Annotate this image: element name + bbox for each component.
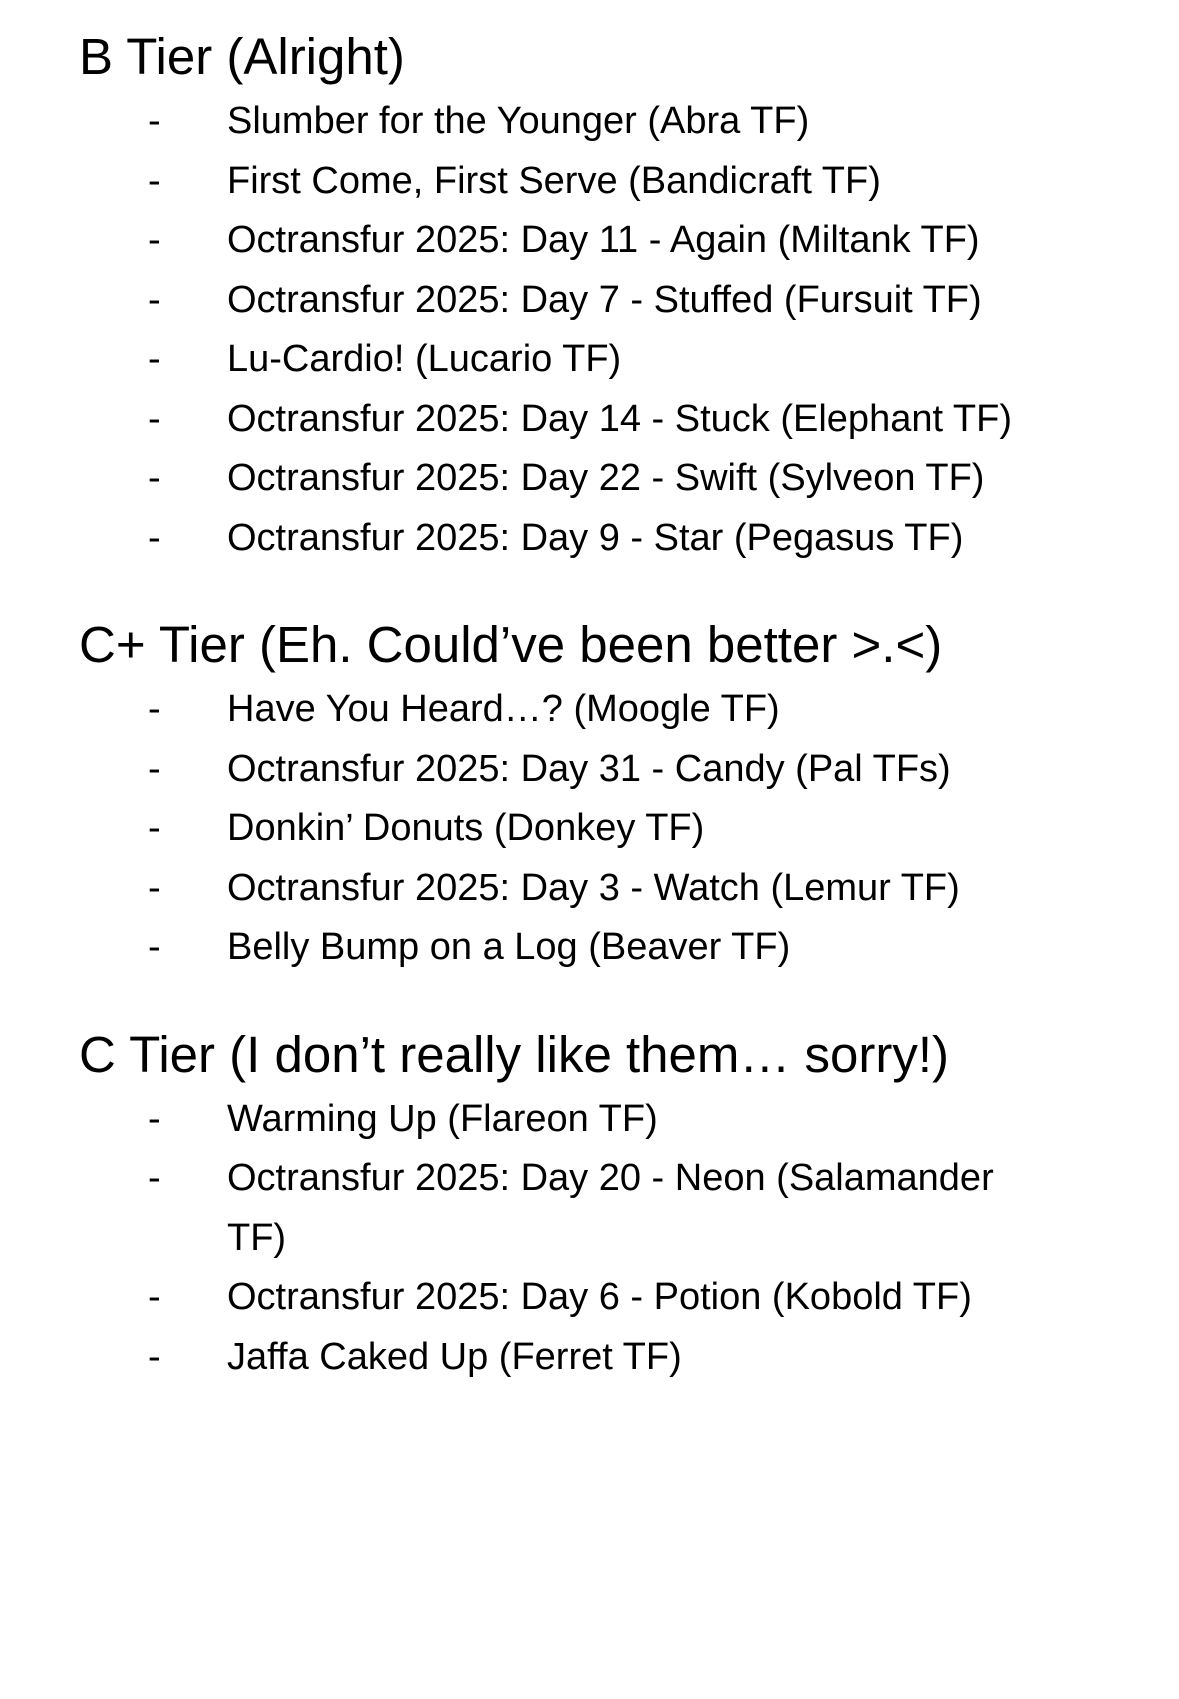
- list-item: [79, 271, 1049, 331]
- list-item: [79, 390, 1049, 450]
- dash-bullet: -: [148, 1335, 161, 1378]
- list-item: [79, 449, 1049, 509]
- dash-bullet: -: [148, 688, 161, 730]
- item-text: Jaffa Caked Up (Ferret TF): [227, 1335, 682, 1378]
- list-item: [79, 1149, 1049, 1268]
- dash-bullet: -: [148, 457, 161, 499]
- list-item: [79, 740, 1049, 800]
- list-item: [79, 680, 1049, 740]
- item-list: [79, 680, 1139, 978]
- section-b-tier: [79, 22, 1139, 568]
- item-text: Belly Bump on a Log (Beaver TF): [227, 926, 791, 968]
- dash-bullet: -: [148, 219, 161, 261]
- list-item: [79, 152, 1049, 212]
- list-item: [79, 918, 1049, 978]
- item-text: Octransfur 2025: Day 9 - Star (Pegasus TF): [227, 516, 964, 559]
- item-text: Octransfur 2025: Day 7 - Stuffed (Fursuit TF): [227, 278, 982, 321]
- tier-list-document: [79, 22, 1139, 1387]
- list-item: [79, 330, 1049, 390]
- dash-bullet: -: [148, 100, 161, 142]
- section-c-tier: [79, 1020, 1139, 1388]
- list-item: [79, 1328, 1049, 1388]
- dash-bullet: -: [148, 1276, 161, 1318]
- list-item: [79, 509, 1049, 569]
- dash-bullet: -: [148, 397, 161, 440]
- dash-bullet: -: [148, 807, 161, 849]
- item-text: Octransfur 2025: Day 6 - Potion (Kobold TF): [227, 1276, 972, 1318]
- item-text: Octransfur 2025: Day 31 - Candy (Pal TFs): [227, 747, 951, 790]
- dash-bullet: -: [148, 159, 161, 202]
- item-text: Octransfur 2025: Day 11 - Again (Miltank TF): [227, 219, 980, 261]
- list-item: [79, 92, 1049, 152]
- list-item: [79, 799, 1049, 859]
- dash-bullet: -: [148, 866, 161, 909]
- item-text: Have You Heard…? (Moogle TF): [227, 688, 780, 730]
- section-heading: C+ Tier (Eh. Could’ve been better >.<): [79, 616, 943, 673]
- list-item: [79, 1268, 1049, 1328]
- dash-bullet: -: [148, 1157, 161, 1199]
- item-text: Octransfur 2025: Day 14 - Stuck (Elephant TF): [227, 397, 1012, 440]
- dash-bullet: -: [148, 278, 161, 321]
- section-c-plus-tier: [79, 610, 1139, 978]
- section-heading: C Tier (I don’t really like them… sorry!): [79, 1025, 950, 1083]
- item-text: Octransfur 2025: Day 20 - Neon (Salamander TF): [227, 1157, 994, 1259]
- item-list: [79, 92, 1139, 568]
- dash-bullet: -: [148, 747, 161, 790]
- dash-bullet: -: [148, 1097, 161, 1140]
- item-text: Lu-Cardio! (Lucario TF): [227, 338, 622, 380]
- list-item: [79, 1090, 1049, 1150]
- section-heading: B Tier (Alright): [79, 28, 405, 85]
- dash-bullet: -: [148, 516, 161, 559]
- item-text: Slumber for the Younger (Abra TF): [227, 100, 810, 142]
- dash-bullet: -: [148, 338, 161, 380]
- item-text: Warming Up (Flareon TF): [227, 1097, 658, 1140]
- dash-bullet: -: [148, 926, 161, 968]
- list-item: [79, 859, 1049, 919]
- item-text: Octransfur 2025: Day 22 - Swift (Sylveon TF): [227, 457, 985, 499]
- item-list: [79, 1090, 1139, 1388]
- list-item: [79, 211, 1049, 271]
- item-text: First Come, First Serve (Bandicraft TF): [227, 159, 881, 202]
- item-text: Donkin’ Donuts (Donkey TF): [227, 807, 705, 849]
- item-text: Octransfur 2025: Day 3 - Watch (Lemur TF): [227, 866, 960, 909]
